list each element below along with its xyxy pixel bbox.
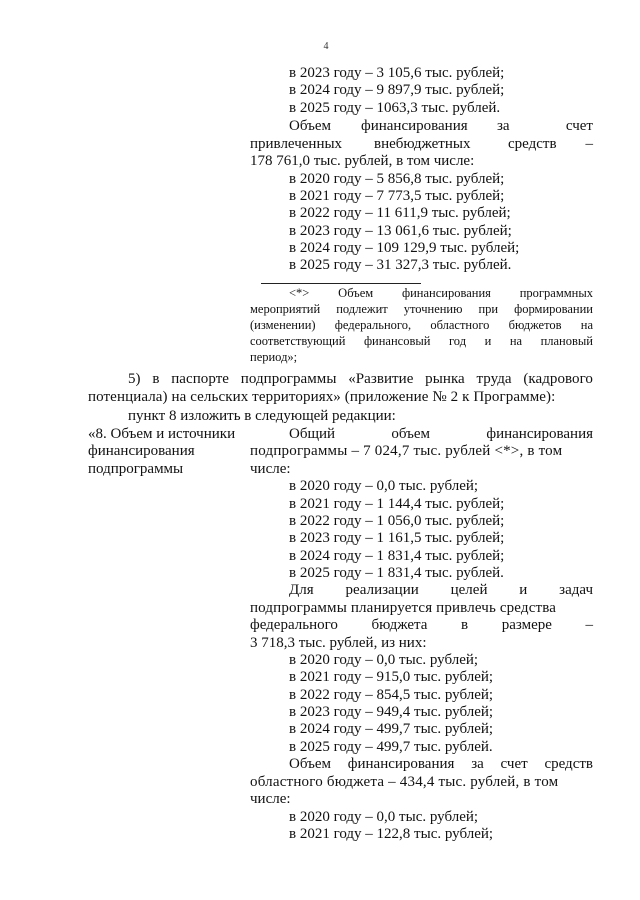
word: внебюджетных xyxy=(374,136,471,152)
word: счет xyxy=(565,118,593,134)
regional-line-3: числе: xyxy=(250,791,291,807)
federal-line-2: подпрограммы планируется привлечь средства xyxy=(250,600,557,616)
federal-line-4: 3 718,3 тыс. рублей, из них: xyxy=(250,635,427,651)
year-line: в 2024 году – 109 129,9 тыс. рублей; xyxy=(289,240,520,256)
year-line: в 2021 году – 1 144,4 тыс. рублей; xyxy=(289,496,505,512)
year-line: в 2025 году – 1063,3 тыс. рублей. xyxy=(289,100,501,116)
footnote-line: <*> Объем финансирования программных xyxy=(289,286,593,300)
extrabudget-line-2 xyxy=(250,136,593,153)
footnote-line: соответствующий финансовый год и на плановый xyxy=(250,334,593,348)
word: привлеченных xyxy=(250,136,343,152)
total-line-1: Общий объем финансирования xyxy=(289,426,593,442)
year-line: в 2020 году – 0,0 тыс. рублей; xyxy=(289,652,479,668)
left-cell-line: финансирования xyxy=(88,443,195,459)
word: за xyxy=(497,118,510,134)
year-line: в 2020 году – 5 856,8 тыс. рублей; xyxy=(289,171,505,187)
year-line: в 2023 году – 3 105,6 тыс. рублей; xyxy=(289,65,505,81)
extrabudget-line-1 xyxy=(289,118,593,135)
footnote-rule xyxy=(261,283,421,284)
year-line: в 2023 году – 1 161,5 тыс. рублей; xyxy=(289,530,505,546)
year-line: в 2025 году – 1 831,4 тыс. рублей. xyxy=(289,565,504,581)
total-line-2: подпрограммы – 7 024,7 тыс. рублей <*>, в том xyxy=(250,443,563,459)
word: – xyxy=(585,136,593,152)
year-line: в 2021 году – 122,8 тыс. рублей; xyxy=(289,826,494,842)
word: Объем xyxy=(289,118,331,134)
year-line: в 2024 году – 499,7 тыс. рублей; xyxy=(289,721,494,737)
regional-line-1: Объем финансирования за счет средств xyxy=(289,756,593,772)
item5-line-2: потенциала) на сельских территориях» (приложение № 2 к Программе): xyxy=(88,389,556,405)
year-line: в 2020 году – 0,0 тыс. рублей; xyxy=(289,809,479,825)
left-cell-line: «8. Объем и источники xyxy=(88,426,236,442)
year-line: в 2024 году – 1 831,4 тыс. рублей; xyxy=(289,548,505,564)
federal-line-1: Для реализации целей и задач xyxy=(289,582,593,598)
regional-line-2: областного бюджета – 434,4 тыс. рублей, в том xyxy=(250,774,559,790)
page-number: 4 xyxy=(323,41,329,52)
year-line: в 2021 году – 7 773,5 тыс. рублей; xyxy=(289,188,505,204)
left-cell-line: подпрограммы xyxy=(88,461,184,477)
year-line: в 2024 году – 9 897,9 тыс. рублей; xyxy=(289,82,505,98)
footnote-line: период»; xyxy=(250,350,298,364)
year-line: в 2021 году – 915,0 тыс. рублей; xyxy=(289,669,494,685)
footnote-line: мероприятий подлежит уточнению при формировании xyxy=(250,302,593,316)
federal-line-3: федерального бюджета в размере – xyxy=(250,617,593,633)
point8-line: пункт 8 изложить в следующей редакции: xyxy=(128,408,396,424)
year-line: в 2022 году – 11 611,9 тыс. рублей; xyxy=(289,205,511,221)
year-line: в 2020 году – 0,0 тыс. рублей; xyxy=(289,478,479,494)
word: финансирования xyxy=(361,118,468,134)
year-line: в 2023 году – 949,4 тыс. рублей; xyxy=(289,704,494,720)
extrabudget-line-3: 178 761,0 тыс. рублей, в том числе: xyxy=(250,153,475,169)
year-line: в 2025 году – 31 327,3 тыс. рублей. xyxy=(289,257,512,273)
footnote-line: (изменении) федерального, областного бюджетов на xyxy=(250,318,593,332)
item5-line-1: 5) в паспорте подпрограммы «Развитие рынка труда (кадрового xyxy=(128,371,593,387)
year-line: в 2022 году – 1 056,0 тыс. рублей; xyxy=(289,513,505,529)
year-line: в 2022 году – 854,5 тыс. рублей; xyxy=(289,687,494,703)
total-line-3: числе: xyxy=(250,461,291,477)
year-line: в 2023 году – 13 061,6 тыс. рублей; xyxy=(289,223,512,239)
word: средств xyxy=(508,136,557,152)
year-line: в 2025 году – 499,7 тыс. рублей. xyxy=(289,739,493,755)
